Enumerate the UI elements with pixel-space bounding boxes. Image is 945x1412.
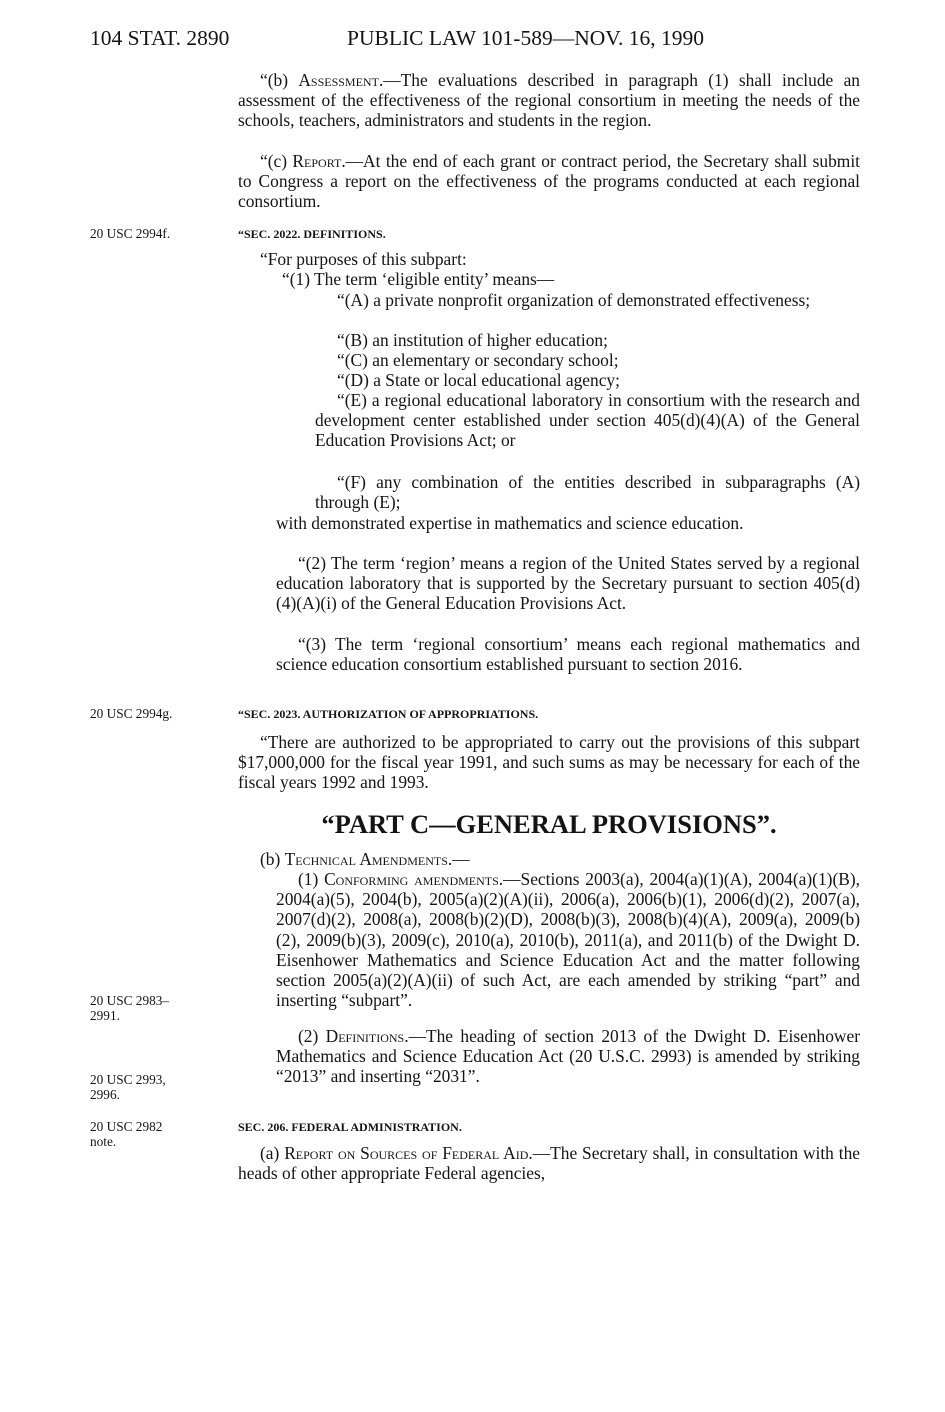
margin-note-2993 xyxy=(90,1072,230,1102)
margin-note-2994g: 20 USC 2994g. xyxy=(90,706,173,721)
para-text: .—The heading of section 2013 of the Dwight D. Eisenhower Mathematics and Science Education Act (20 U.S.C. 2993) is amended by striking “2013” and inserting “2031”. xyxy=(276,1026,860,1087)
paragraph-assessment xyxy=(238,70,860,131)
para-text: .— xyxy=(447,849,470,869)
margin-note-line: 20 USC 2993, xyxy=(90,1072,166,1087)
para-text: .—Sections 2003(a), 2004(a)(1)(A), 2004(a)(1)(B), 2004(a)(5), 2004(b), 2005(a)(2)(A)(ii), 2006(a), 2006(b)(1), 2006(d)(2), 2007(a), 2007(d)(2), 2008(a), 2008(b)(2)(D), 2008(b)(3), 2008(b)(4)(A), 2009(a), 2009(b)(2), 2009(b)(3), 2009(c), 2010(a), 2010(b), 2011(a), and 2011(b) of the Dwight D. Eisenhower Mathematics and Science Education Act and the matter following section 2005(a)(2)(A)(ii) of such Act, are each amended by striking “part” and inserting “subpart”. xyxy=(276,869,860,1011)
paragraph-report xyxy=(238,151,860,212)
margin-note-line: 2996. xyxy=(90,1087,120,1102)
para-label: (a) xyxy=(260,1143,285,1163)
definition-3: “(3) The term ‘regional consortium’ means each regional mathematics and science education consortium established pursuant to section 2016. xyxy=(276,634,860,675)
definitions-intro: “For purposes of this subpart: xyxy=(260,249,467,269)
definition-1e: “(E) a regional educational laboratory in consortium with the research and development center established under section 405(d)(4)(A) of the General Education Provisions Act; or xyxy=(315,390,860,451)
para-label: “(c) xyxy=(260,151,293,171)
margin-note-line: 20 USC 2983– xyxy=(90,993,170,1008)
margin-note-2982 xyxy=(90,1119,230,1149)
section-heading-2023: “SEC. 2023. AUTHORIZATION OF APPROPRIATIONS. xyxy=(238,707,539,721)
definition-1a: “(A) a private nonprofit organization of demonstrated effectiveness; xyxy=(337,290,811,310)
margin-note-2983 xyxy=(90,993,230,1023)
part-c-heading: “PART C—GENERAL PROVISIONS”. xyxy=(321,809,777,839)
definition-1f: “(F) any combination of the entities described in subparagraphs (A) through (E); xyxy=(315,472,860,513)
para-label: (2) xyxy=(298,1026,326,1046)
para-heading: Report xyxy=(292,151,342,171)
para-heading: Report on Sources of Federal Aid xyxy=(284,1143,529,1163)
definition-1-closing: with demonstrated expertise in mathematics and science education. xyxy=(276,513,744,533)
section-heading-206: SEC. 206. FEDERAL ADMINISTRATION. xyxy=(238,1120,462,1134)
margin-note-line: 2991. xyxy=(90,1008,120,1023)
para-text: .—At the end of each grant or contract period, the Secretary shall submit to Congress a report on the effectiveness of the programs conducted at each regional consortium. xyxy=(238,151,860,212)
report-on-federal-aid xyxy=(238,1143,860,1183)
authorization-paragraph: “There are authorized to be appropriated to carry out the provisions of this subpart $17,000,000 for the fiscal year 1991, and such sums as may be necessary for each of the fiscal years 1992 and 1993. xyxy=(238,732,860,793)
para-label: (b) xyxy=(260,849,285,869)
conforming-amendments xyxy=(276,869,860,1010)
para-label: “(b) xyxy=(260,70,299,90)
technical-amendments-heading xyxy=(260,849,860,869)
law-title: PUBLIC LAW 101-589—NOV. 16, 1990 xyxy=(347,26,705,50)
definition-1d: “(D) a State or local educational agency; xyxy=(337,370,620,390)
para-text: .—The evaluations described in paragraph (1) shall include an assessment of the effectiveness of the regional consortium in meeting the needs of the schools, teachers, administrators and students in the region. xyxy=(238,70,860,131)
definition-2: “(2) The term ‘region’ means a region of the United States served by a regional education laboratory that is supported by the Secretary pursuant to section 405(d)(4)(A)(i) of the General Education Provisions Act. xyxy=(276,553,860,614)
para-heading: Technical Amendments xyxy=(284,849,448,869)
para-label: (1) xyxy=(298,869,325,889)
definition-1b: “(B) an institution of higher education; xyxy=(337,330,608,350)
definition-1: “(1) The term ‘eligible entity’ means— xyxy=(282,269,555,289)
definitions-amendment xyxy=(276,1026,860,1087)
para-heading: Conforming amendments xyxy=(324,869,499,889)
definition-1c: “(C) an elementary or secondary school; xyxy=(337,350,619,370)
para-text: .—The Secretary shall, in consultation with the heads of other appropriate Federal agencies, xyxy=(238,1143,860,1184)
para-heading: Definitions xyxy=(325,1026,405,1046)
margin-note-2994f: 20 USC 2994f. xyxy=(90,226,171,241)
para-heading: Assessment xyxy=(298,70,379,90)
margin-note-line: note. xyxy=(90,1134,117,1149)
margin-note-line: 20 USC 2982 xyxy=(90,1119,163,1134)
stat-citation: 104 STAT. 2890 xyxy=(90,26,230,50)
section-heading-2022: “SEC. 2022. DEFINITIONS. xyxy=(238,227,386,241)
